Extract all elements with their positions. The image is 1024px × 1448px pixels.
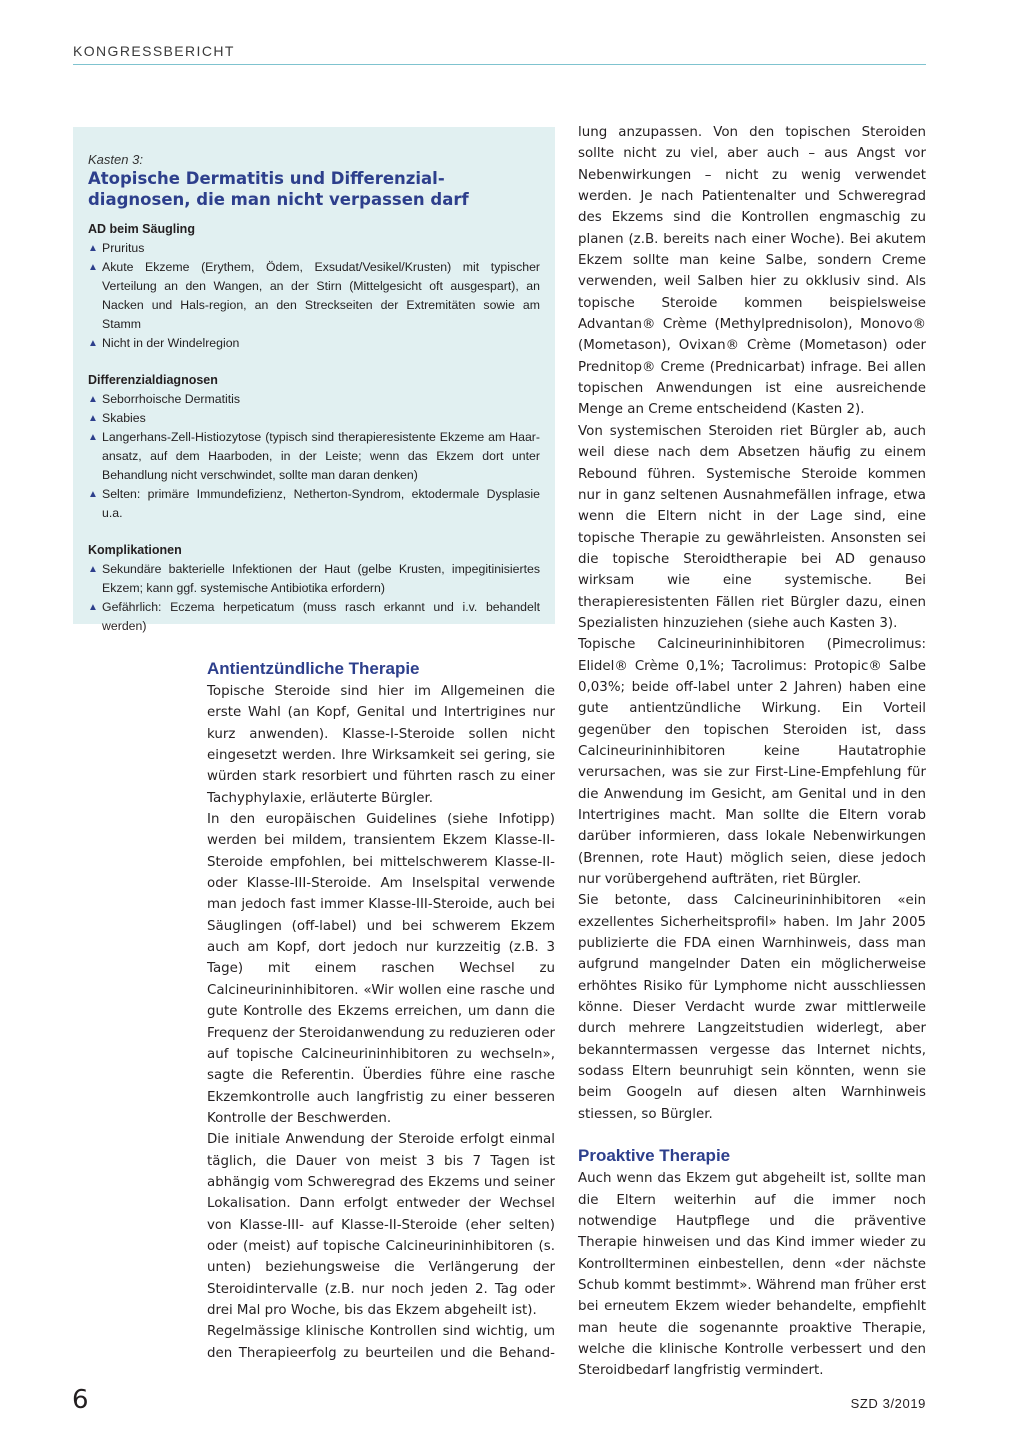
section-heading: Antientzündliche Therapie <box>207 659 420 678</box>
triangle-up-icon: ▲ <box>88 432 98 443</box>
paragraph: In den europäischen Guidelines (siehe Infotipp) werden bei mildem, transientem Ekzem Klasse-II-Steroide empfohlen, bei mittelschwerem Klasse-II- oder Klasse-III-Steroide. Am Inselspital verwende man jedoch fast immer Klasse-III-Steroide, auch bei Säuglingen (off-label) und bei schwerem Ekzem auch am Kopf, dort jedoch nur kurzzeitig (z.B. 3 Tage) mit einem raschen Wechsel zu Calcineurininhibitoren. «Wir wollen eine rasche und gute Kontrolle des Ekzems erreichen, um dann die Frequenz der Steroidanwendung zu reduzieren oder auf topische Calcineurininhibitoren zu wechseln», sagte die Referentin. Überdies führe eine rasche Ekzemkontrolle auch langfristig zu einer besseren Kontrolle der Beschwerden. <box>207 812 555 1126</box>
paragraph: lung anzupassen. Von den topischen Steroiden sollte nicht zu viel, aber auch – aus Angst vor Nebenwirkungen – nicht zu wenig verwendet werden. Je nach Patientenalter und Schweregrad des Ekzems sind die Kontrollen engmaschig zu planen (z.B. bereits nach einer Woche). Bei akutem Ekzem sollte man keine Salbe, sondern Creme verwenden, weil Salben hier zu okklusiv sind. Als topische Steroide kommen beispielsweise Advantan® Crème (Methylprednisolon), Monovo® (Mometason), Ovixan® Crème (Mometason) oder Prednitop® Creme (Prednicarbat) infrage. Bei allen topischen Anwendungen ist eine ausreichende Menge an Creme entscheidend (Kasten 2). <box>578 125 926 418</box>
paragraph: Sie betonte, dass Calcineurininhibitoren «ein exzellentes Sicherheitsprofil» haben. Im Jahr 2005 publizierte die FDA einen Warnhinweis, dass man aufgrund mangelnder Daten ein möglicherweise erhöhtes Risiko für Lymphome nicht ausschliessen könne. Dieser Verdacht wurde zwar mittlerweile durch mehrere Langzeitstudien widerlegt, aber bekanntermassen vergesse das Internet nichts, sodass Eltern beunruhigt sein könnten, wenn sie beim Googeln auf diesen alten Warnhinweis stiessen, so Bürgler. <box>578 893 926 1122</box>
list-item-text: Selten: primäre Immundefizienz, Netherton-Syndrom, ektodermale Dysplasie u.a. <box>102 487 540 520</box>
paragraph: Von systemischen Steroiden riet Bürgler ab, auch weil diese nach dem Absetzen häufig zu einem Rebound führen. Systemische Steroide kommen nur in ganz seltenen Ausnahmefällen infrage, etwa wenn die Eltern nicht in der Lage sind, eine topische Therapie zu gewährleisten. Ansonsten sei die topische Steroidtherapie bei AD genauso wirksam wie eine systemische. Bei therapieresistenten Fällen riet Bürgler dazu, einen Spezialisten hinzuziehen (siehe auch Kasten 3). <box>578 423 926 631</box>
header-rule <box>73 64 926 65</box>
triangle-up-icon: ▲ <box>88 338 98 349</box>
list-item <box>88 239 540 258</box>
list-item <box>88 390 540 409</box>
box-title: Atopische Dermatitis und Differenzial-diagnosen, die man nicht verpassen darf <box>88 169 469 209</box>
list-item-text: Langerhans-Zell-Histiozytose (typisch sind therapieresistente Ekzeme am Haar-ansatz, auf dem Haarboden, in der Leiste; wenn das Ekzem dort unter Behandlung nicht verschwindet, sollte man daran denken) <box>102 430 540 482</box>
box-section <box>88 540 540 636</box>
box-section <box>88 370 540 523</box>
list-item <box>88 428 540 485</box>
list-item-text: Skabies <box>102 411 146 425</box>
box-section-heading: Komplikationen <box>88 543 182 557</box>
list-item-text: Nicht in der Windelregion <box>102 336 240 350</box>
triangle-up-icon: ▲ <box>88 564 98 575</box>
bullet-list <box>88 560 540 636</box>
paragraph: Regelmässige klinische Kontrollen sind wichtig, um den Therapieerfolg zu beurteilen und die Behand- <box>207 1324 555 1361</box>
bullet-list <box>88 239 540 353</box>
paragraph: Topische Steroide sind hier im Allgemeinen die erste Wahl (an Kopf, Genital und Intertrigines nur kurz anwenden). Klasse-I-Steroide sollen nicht eingesetzt werden. Ihre Wirksamkeit sei gering, sie würden stark resorbiert und führten rasch zu einer Tachyphylaxie, erläuterte Bürgler. <box>207 684 555 806</box>
list-item-text: Akute Ekzeme (Erythem, Ödem, Exsudat/Vesikel/Krusten) mit typischer Verteilung an den Wangen, an der Stirn (Mittelgesicht oft ausgespart), an Nacken und Hals-region, an den Streckseiten der Extremitäten sowie am Stamm <box>102 260 540 331</box>
triangle-up-icon: ▲ <box>88 243 98 254</box>
left-column <box>207 657 555 1364</box>
box-section-heading: Differenzialdiagnosen <box>88 373 218 387</box>
triangle-up-icon: ▲ <box>88 489 98 500</box>
triangle-up-icon: ▲ <box>88 413 98 424</box>
list-item-text: Sekundäre bakterielle Infektionen der Haut (gelbe Krusten, impegitinisiertes Ekzem; kann ggf. systemische Antibiotika erfordern) <box>102 562 540 595</box>
issue-label: SZD 3/2019 <box>850 1396 926 1411</box>
paragraph: Auch wenn das Ekzem gut abgeheilt ist, sollte man die Eltern weiterhin auf die immer noch notwendige Hautpflege und die präventive Therapie hinweisen und das Kind immer wieder zu Kontrollterminen einbestellen, denn «der nächste Schub kommt bestimmt». Während man früher erst bei erneutem Ekzem wieder behandelte, empfiehlt man heute die sogenannte proaktive Therapie, welche die klinische Kontrolle verbessert und den Steroidbedarf langfristig vermindert. <box>578 1171 926 1379</box>
list-item <box>88 409 540 428</box>
list-item <box>88 334 540 353</box>
paragraph: Topische Calcineurininhibitoren (Pimecrolimus: Elidel® Crème 0,1%; Tacrolimus: Protopic® Salbe 0,03%; beide off-label unter 2 Jahren) haben eine gute antientzündliche Wirkung. Ein Vorteil gegenüber den topischen Steroiden ist, dass Calcineurininhibitoren keine Hautatrophie verursachen, was sie zur First-Line-Empfehlung für die Anwendung im Gesicht, am Genital und in den Intertrigines macht. Man sollte die Eltern vorab darüber informieren, dass lokale Nebenwirkungen (Brennen, rote Haut) möglich seien, diese jedoch nur vorübergehend aufträten, riet Bürgler. <box>578 637 926 888</box>
section-label: KONGRESSBERICHT <box>73 43 235 59</box>
page-number: 6 <box>72 1385 89 1415</box>
triangle-up-icon: ▲ <box>88 262 98 273</box>
bullet-list <box>88 390 540 523</box>
box-label: Kasten 3: <box>88 152 143 167</box>
box-section <box>88 219 540 353</box>
list-item <box>88 598 540 636</box>
list-item-text: Seborrhoische Dermatitis <box>102 392 241 406</box>
info-box <box>73 127 555 633</box>
triangle-up-icon: ▲ <box>88 602 98 613</box>
triangle-up-icon: ▲ <box>88 394 98 405</box>
right-column <box>578 122 926 1382</box>
list-item <box>88 485 540 523</box>
list-item <box>88 560 540 598</box>
list-item-text: Pruritus <box>102 241 145 255</box>
section-heading: Proaktive Therapie <box>578 1146 731 1166</box>
list-item <box>88 258 540 334</box>
list-item-text: Gefährlich: Eczema herpeticatum (muss rasch erkannt und i.v. behandelt werden) <box>102 600 540 633</box>
paragraph: Die initiale Anwendung der Steroide erfolgt einmal täglich, die Dauer von meist 3 bis 7 Tagen ist abhängig vom Schweregrad des Ekzems und seiner Lokalisation. Dann erfolgt entweder der Wechsel von Klasse-III- auf Klasse-II-Steroide (eher selten) oder (meist) auf topische Calcineurininhibitoren (s. unten) beziehungsweise die Verlängerung der Steroidintervalle (z.B. nur noch jeden 2. Tag oder drei Mal pro Woche, bis das Ekzem abgeheilt ist). <box>207 1132 555 1318</box>
box-section-heading: AD beim Säugling <box>88 222 195 236</box>
box-sections <box>88 219 540 636</box>
